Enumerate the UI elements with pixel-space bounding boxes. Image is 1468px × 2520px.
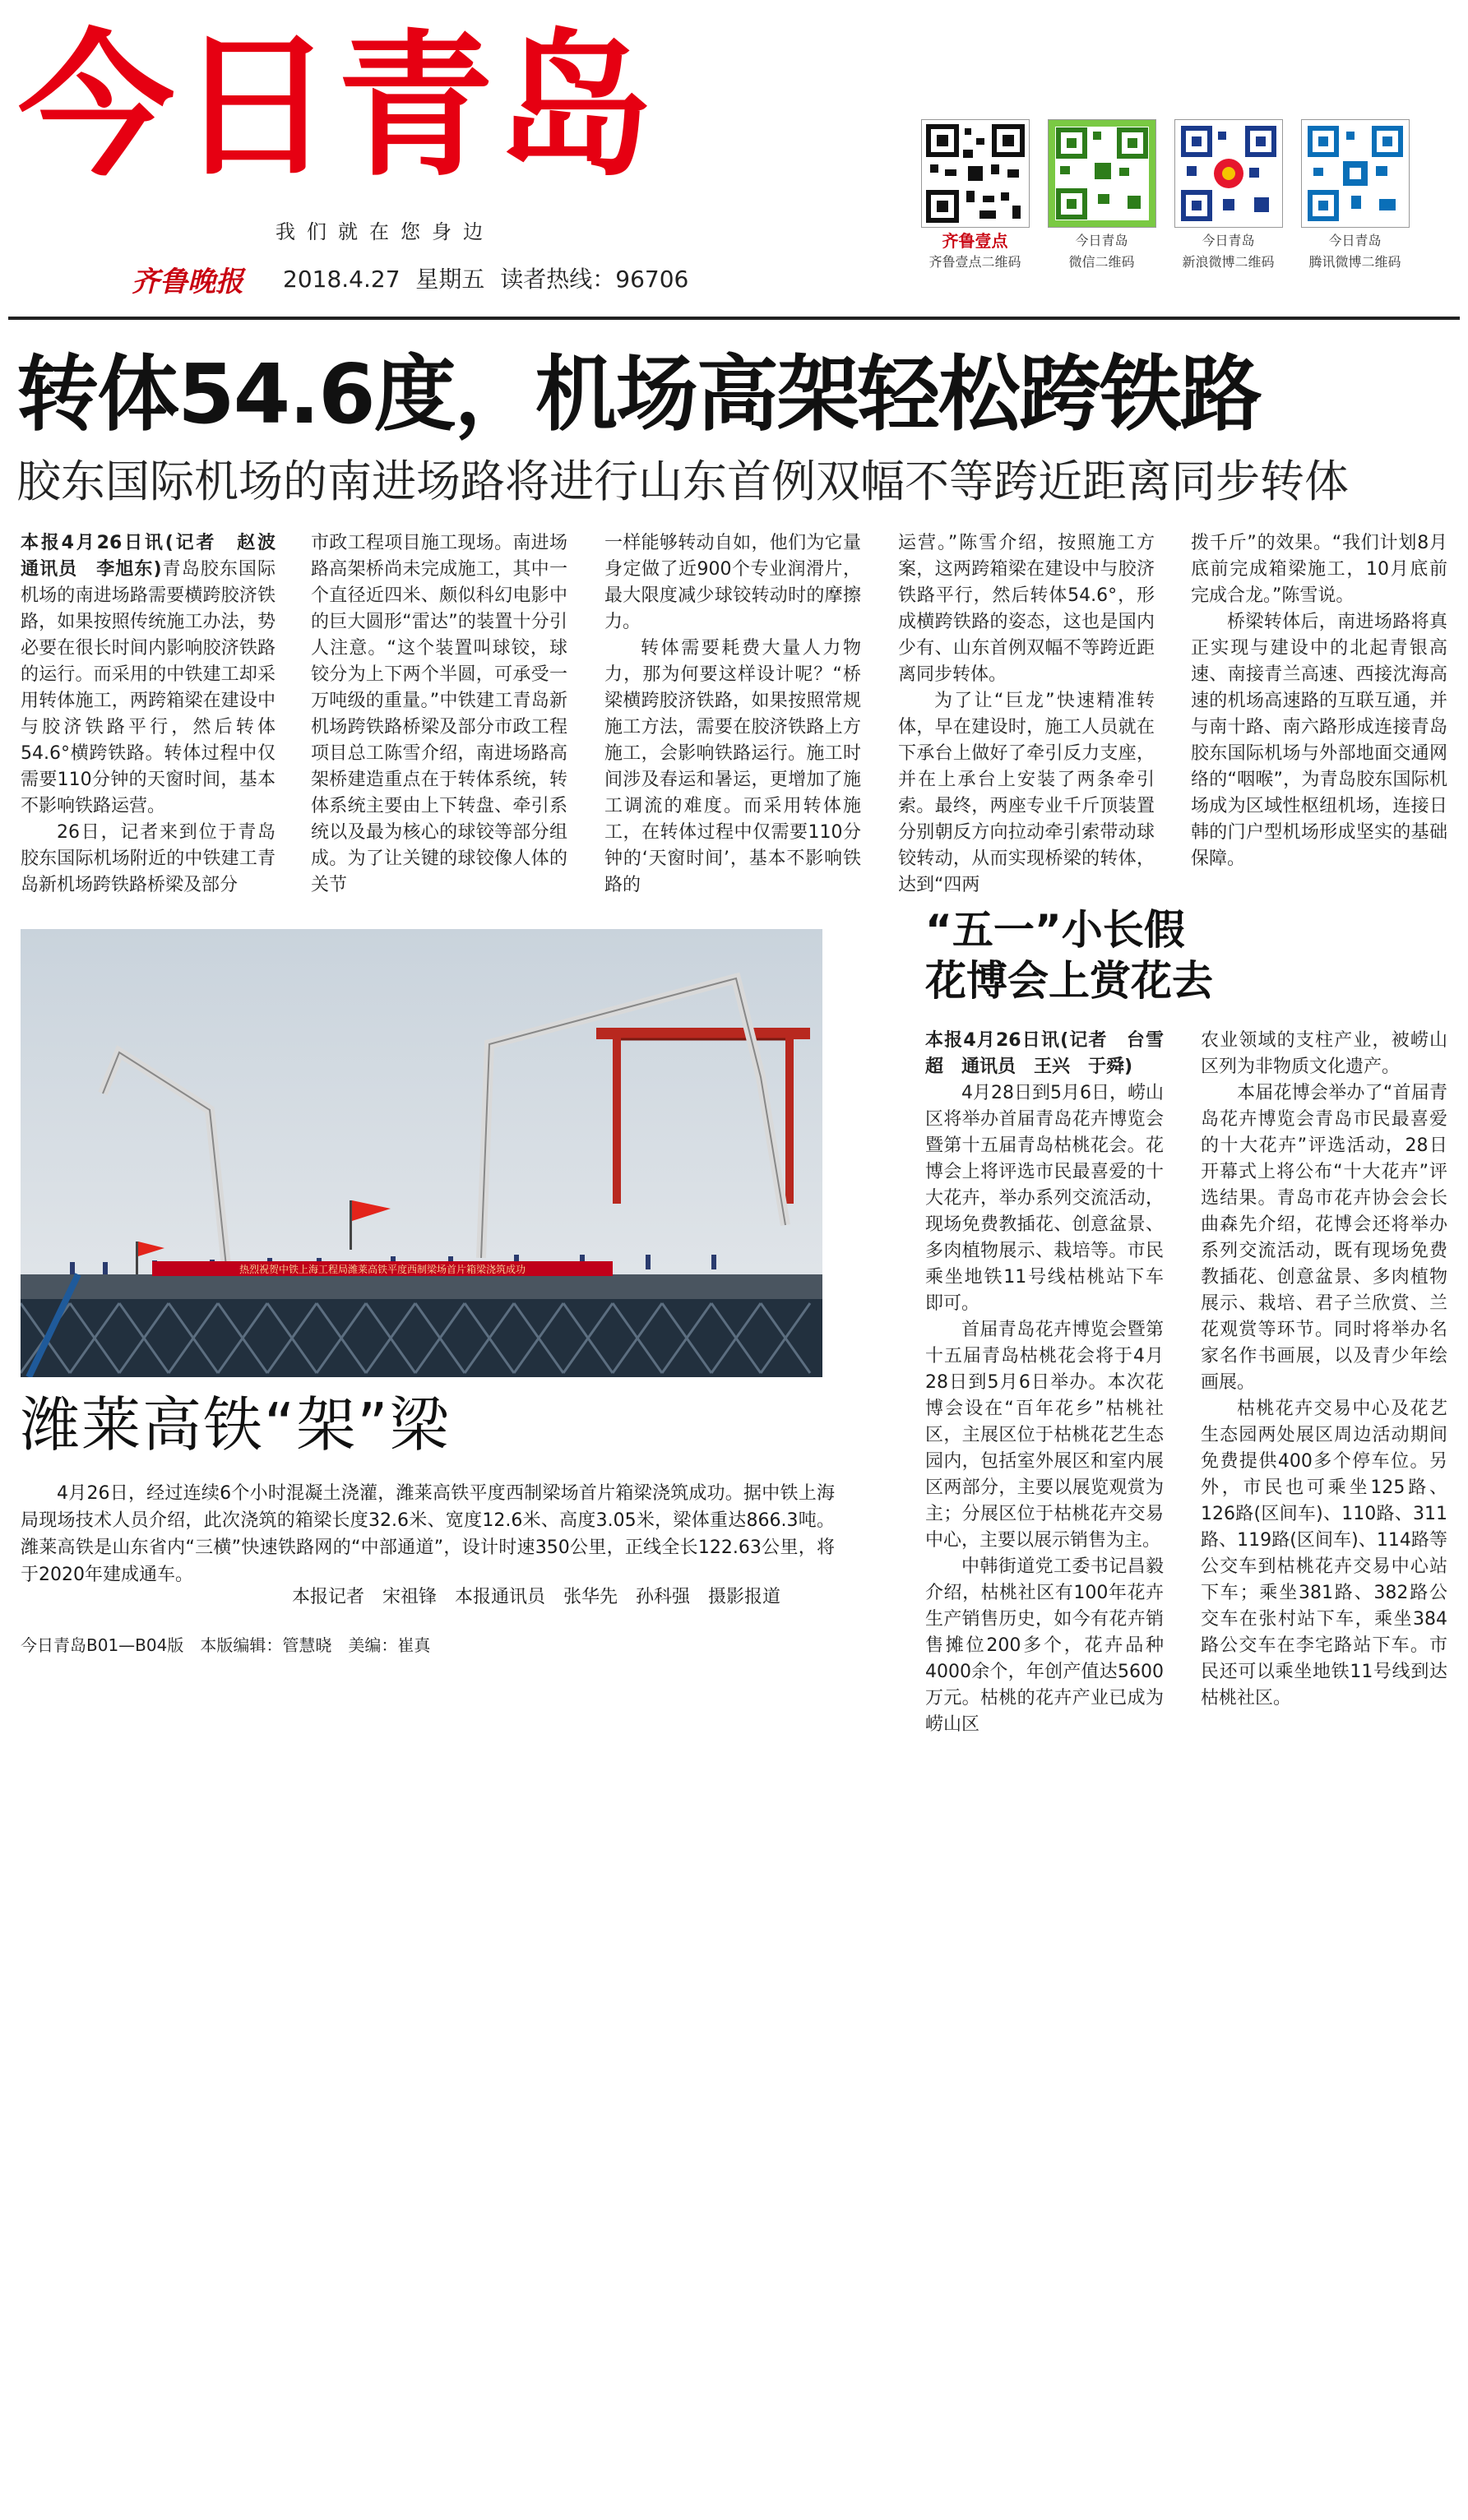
lead-byline: 本报4月26日讯(记者 赵波 通讯员 李旭东) — [21, 533, 294, 580]
paragraph: 首届青岛花卉博览会暨第十五届青岛枯桃花会将于4月28日到5月6日举办。本次花博会设在“百年花乡”枯桃社区，主展区位于枯桃花艺生态园内，包括室外展区和室内展区两部分，主要以展览观赏为主；分展区位于枯桃花卉交易中心，主要以展示销售为主。 — [925, 1320, 1164, 1551]
qr-block-weibo — [1173, 119, 1284, 270]
paragraph: 为了让“巨龙”快速精准转体，早在建设时，施工人员就在下承台上做好了牵引反力支座，并在上承台上安装了两条牵引索。最终，两座专业千斤顶装置分别朝反方向拉动牵引索带动球铰转动，从而实现桥梁的转体，达到“四两 — [898, 691, 1155, 895]
paragraph: 26日，记者来到位于青岛胶东国际机场附近的中铁建工青岛新机场跨铁路桥梁及部分 — [21, 822, 276, 895]
photo-credit: 本报记者 宋祖锋 本报通讯员 张华先 孙科强 摄影报道 — [292, 1587, 781, 1607]
paragraph: 4月26日，经过连续6个小时混凝土浇灌，潍莱高铁平度西制梁场首片箱梁浇筑成功。据中铁上海局现场技术人员介绍，此次浇筑的箱梁长度32.6米、宽度12.6米、高度3.05米，梁体重达866.3吨。潍莱高铁是山东省内“三横”快速铁路网的“中部通道”，设计时速350公里，正线全长122.63公里，将于2020年建成通车。 — [21, 1483, 835, 1585]
lead-column-2 — [311, 530, 567, 899]
photo-banner-text: 热烈祝贺中铁上海工程局潍莱高铁平度西制梁场首片箱梁浇筑成功 — [238, 1264, 526, 1275]
qr-code-icon — [1301, 119, 1410, 228]
flower-column-2 — [1201, 1028, 1447, 1712]
lead-subhead: 胶东国际机场的南进场路将进行山东首例双幅不等跨近距离同步转体 — [16, 455, 1349, 507]
qr-code-icon — [921, 119, 1030, 228]
paper-name-logo: 齐鲁晚报 — [132, 266, 243, 298]
paragraph: 枯桃花卉交易中心及花艺生态园两处展区周边活动期间免费提供400多个停车位。另外，市民也可乘坐125路、126路(区间车)、110路、311路、119路(区间车)、114路等公交车到枯桃花卉交易中心站下车；乘坐381路、382路公交车在张村站下车，乘坐384路公交车在李宅路站下车。市民还可以乘坐地铁11号线到达枯桃社区。 — [1201, 1399, 1447, 1709]
masthead-divider — [8, 317, 1460, 320]
page-footer: 今日青岛B01—B04版 本版编辑：管慧晓 美编：崔真 — [21, 1635, 431, 1655]
masthead-slogan: 我们就在您身边 — [276, 220, 494, 243]
qr-block-wechat — [1046, 119, 1157, 270]
paragraph: 桥梁转体后，南进场路将真正实现与建设中的北起青银高速、南接青兰高速、西接沈海高速的机场高速路的互联互通，并与南十路、南六路形成连接青岛胶东国际机场与外部地面交通网络的“咽喉”，为青岛胶东国际机场成为区域性枢纽机场，连接日韩的门户型机场形成坚实的基础保障。 — [1191, 612, 1447, 869]
qr-label-top: 今日青岛 — [1202, 233, 1255, 248]
paragraph: 本届花博会举办了“首届青岛花卉博览会青岛市民最喜爱的十大花卉”评选活动，28日开幕式上将公布“十大花卉”评选结果。青岛市花卉协会会长曲森先介绍，花博会还将举办系列交流活动，既有现场免费教插花、创意盆景、多肉植物展示、栽培、君子兰欣赏、兰花观赏等环节。同时将举办名家名作书画展，以及青少年绘画展。 — [1201, 1083, 1447, 1393]
qr-label-top: 齐鲁壹点 — [942, 231, 1008, 251]
lead-column-3 — [604, 530, 861, 899]
qr-code-icon — [1174, 119, 1283, 228]
paragraph: 市政工程项目施工现场。南进场路高架桥尚未完成施工，其中一个直径近四米、颇似科幻电影中的巨大圆形“雷达”的装置十分引人注意。“这个装置叫球铰，球铰分为上下两个半圆，可承受一万吨级的重量。”中铁建工青岛新机场跨铁路桥梁及部分市政工程项目总工陈雪介绍，南进场路高架桥建造重点在于转体系统，转体系统主要由上下转盘、牵引系统以及最为核心的球铰等部分组成。为了让关键的球铰像人体的关节 — [311, 533, 567, 895]
qr-code-icon — [1048, 119, 1156, 228]
paragraph: 运营。”陈雪介绍，按照施工方案，这两跨箱梁在建设中与胶济铁路平行，然后转体54.6°，形成横跨铁路的姿态，这也是国内少有、山东首例双幅不等跨近距离同步转体。 — [898, 533, 1155, 685]
flower-story-title — [925, 904, 1460, 1006]
construction-photo — [21, 929, 822, 1377]
paragraph: 青岛胶东国际机场的南进场路需要横跨胶济铁路，如果按照传统施工办法，势必要在很长时间内影响胶济铁路的运行。而采用的中铁建工却采用转体施工，两跨箱梁在建设中与胶济铁路平行，然后转体54.6°横跨铁路。转体过程中仅需要110分钟的天窗时间，基本不影响铁路运营。 — [21, 559, 276, 816]
lead-column-5 — [1191, 530, 1447, 872]
photo-story-title: 潍莱高铁“架”梁 — [21, 1390, 451, 1459]
qr-block-qilu — [919, 119, 1030, 270]
lead-column-1 — [21, 530, 294, 899]
paragraph: 中韩街道党工委书记昌毅介绍，枯桃社区有100年花卉生产销售历史，如今有花卉销售摊位200多个，花卉品种4000余个，年创产值达5600万元。枯桃的花卉产业已成为崂山区 — [925, 1556, 1164, 1735]
paragraph: 一样能够转动自如，他们为它量身定做了近900个专业润滑片，最大限度减少球铰转动时的摩擦力。 — [604, 533, 861, 632]
qr-caption: 新浪微博二维码 — [1182, 254, 1275, 270]
qr-caption: 齐鲁壹点二维码 — [928, 254, 1021, 270]
qr-label-top: 今日青岛 — [1075, 233, 1128, 248]
masthead-title: 今日青岛 — [18, 16, 657, 197]
date-line: 2018.4.27 星期五 读者热线：96706 — [283, 266, 689, 293]
qr-block-tencent — [1299, 119, 1410, 270]
paragraph: 农业领域的支柱产业，被崂山区列为非物质文化遗产。 — [1201, 1030, 1447, 1077]
qr-label-top: 今日青岛 — [1328, 233, 1382, 248]
paragraph: 拨千斤”的效果。“我们计划8月底前完成箱梁施工，10月底前完成合龙。”陈雪说。 — [1191, 533, 1447, 606]
flower-title-line-1: “五一”小长假 — [925, 906, 1185, 954]
paragraph: 4月28日到5月6日，崂山区将举办首届青岛花卉博览会暨第十五届青岛枯桃花会。花博会上将评选市民最喜爱的十大花卉，举办系列交流活动，现场免费教插花、创意盆景、多肉植物展示、栽培等。市民乘坐地铁11号线枯桃站下车即可。 — [925, 1083, 1164, 1314]
flower-title-line-2: 花博会上赏花去 — [925, 957, 1213, 1005]
flower-byline: 本报4月26日讯(记者 台雪超 通讯员 王兴 于舜) — [925, 1030, 1164, 1077]
paragraph: 转体需要耗费大量人力物力，那为何要这样设计呢？“桥梁横跨胶济铁路，如果按照常规施工方法，需要在胶济铁路上方施工，会影响铁路运行。施工时间涉及春运和暑运，更增加了施工调流的难度。而采用转体施工，在转体过程中仅需要110分钟的‘天窗时间’，基本不影响铁路的 — [604, 638, 861, 895]
lead-column-4 — [898, 530, 1155, 899]
photo-story-caption — [21, 1480, 835, 1588]
qr-caption: 微信二维码 — [1068, 254, 1135, 270]
lead-headline: 转体54.6度，机场高架轻松跨铁路 — [16, 346, 1261, 442]
flower-column-1 — [925, 1028, 1164, 1738]
qr-caption: 腾讯微博二维码 — [1308, 254, 1401, 270]
